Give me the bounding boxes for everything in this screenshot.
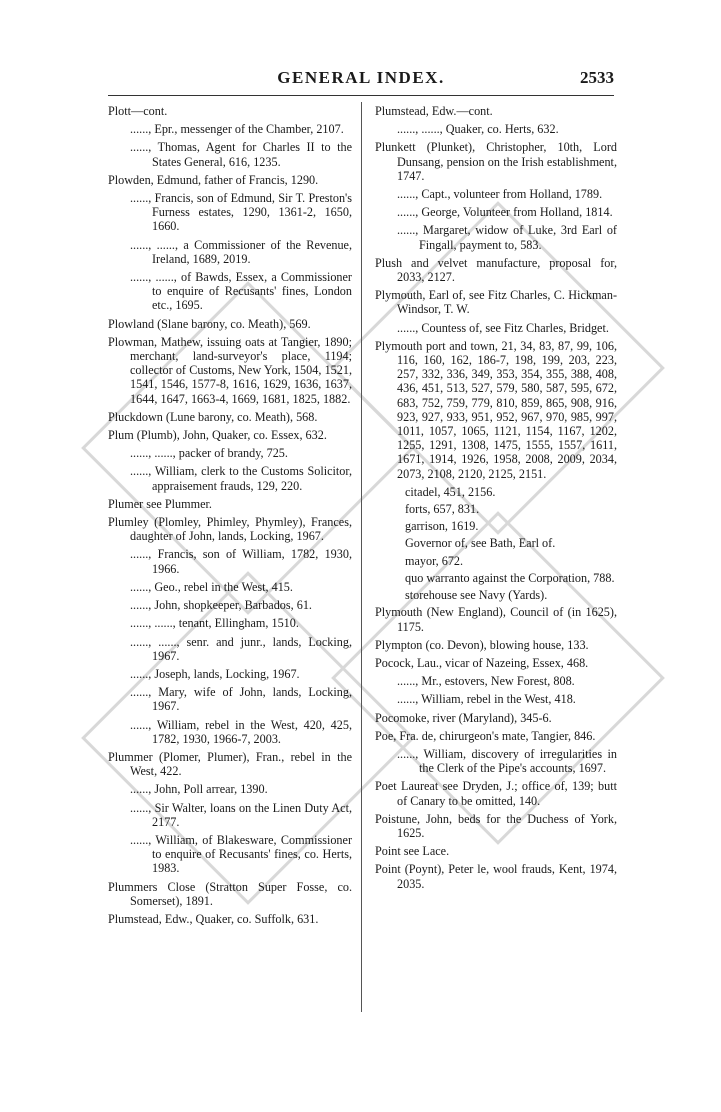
index-entry: forts, 657, 831. xyxy=(405,502,480,517)
index-entry: ......, Capt., volunteer from Holland, 1789. xyxy=(397,187,603,202)
index-entry: ......, John, Poll arrear, 1390. xyxy=(130,782,268,797)
index-entry: Plummers Close (Stratton Super Fosse, co. Somerset), 1891. xyxy=(108,879,352,908)
left-column xyxy=(108,104,352,930)
index-entry: ......, William, of Blakesware, Commissioner to enquire of Recusants' fines, co. Herts, 1983. xyxy=(130,832,352,876)
index-entry: Plymouth (New England), Council of (in 1625), 1175. xyxy=(375,605,617,634)
page-header xyxy=(108,68,614,96)
index-entry: ......, ......, of Bawds, Essex, a Commissioner to enquire of Recusants' fines, London etc., 1695. xyxy=(130,270,352,313)
index-entry: Plowden, Edmund, father of Francis, 1290. xyxy=(108,172,319,187)
index-entry: Plowland (Slane barony, co. Meath), 569. xyxy=(108,316,311,331)
index-entry: Plott—cont. xyxy=(108,104,168,118)
index-entry: Plush and velvet manufacture, proposal for, 2033, 2127. xyxy=(375,255,617,285)
index-entry: ......, George, Volunteer from Holland, 1814. xyxy=(397,205,613,220)
index-entry: citadel, 451, 2156. xyxy=(405,484,496,499)
index-entry: ......, Joseph, lands, Locking, 1967. xyxy=(130,666,300,681)
index-entry: ......, Margaret, widow of Luke, 3rd Earl of Fingall, payment to, 583. xyxy=(397,223,617,252)
index-entry: ......, Geo., rebel in the West, 415. xyxy=(130,579,293,594)
index-entry: ......, ......, tenant, Ellingham, 1510. xyxy=(130,616,299,631)
column-divider xyxy=(361,102,362,1012)
index-entry: garrison, 1619. xyxy=(405,519,479,534)
index-entry: ......, Sir Walter, loans on the Linen Duty Act, 2177. xyxy=(130,800,352,829)
index-entry: ......, ......, a Commissioner of the Revenue, Ireland, 1689, 2019. xyxy=(130,237,352,266)
index-entry: Poistune, John, beds for the Duchess of York, 1625. xyxy=(375,811,617,840)
index-entry: Governor of, see Bath, Earl of. xyxy=(405,536,556,551)
index-entry: ......, John, shopkeeper, Barbados, 61. xyxy=(130,598,312,613)
index-entry: ......, William, rebel in the West, 420, 425, 1782, 1930, 1966-7, 2003. xyxy=(130,717,352,746)
index-entry: Pocock, Lau., vicar of Nazeing, Essex, 468. xyxy=(375,655,589,670)
index-entry: ......, Francis, son of William, 1782, 1930, 1966. xyxy=(130,547,352,576)
index-entry: Plummer (Plomer, Plumer), Fran., rebel in the West, 422. xyxy=(108,749,352,779)
index-entry: Point see Lace. xyxy=(375,844,450,859)
index-entry: Plumstead, Edw., Quaker, co. Suffolk, 631. xyxy=(108,911,319,926)
index-entry: ......, Countess of, see Fitz Charles, Bridget. xyxy=(397,320,609,335)
page-number: 2533 xyxy=(580,68,614,87)
index-entry: ......, Thomas, Agent for Charles II to the States General, 616, 1235. xyxy=(130,140,352,169)
page-title: GENERAL INDEX. xyxy=(277,68,445,87)
index-entry: Pluckdown (Lune barony, co. Meath), 568. xyxy=(108,409,318,424)
index-entry: ......, Mr., estovers, New Forest, 808. xyxy=(397,674,575,689)
index-entry: Plymouth port and town, 21, 34, 83, 87, 99, 106, 116, 160, 162, 186-7, 198, 199, 203, 223, 257, 332, 336, 349, 353, 354, 355, 388, 408, 436, 451, 513, 527, 579, 580, 587, 595, 672, 683, 752, 759, 779, 810, 859, 865, 908, 916, 923, 927, 933, 951, 952, 967, 970, 985, 997, 1011, 1057, 1065, 1121, 1154, 1167, 1202, 1255, 1291, 1308, 1475, 1555, 1557, 1611, 1671, 1914, 1926, 1958, 2008, 2009, 2034, 2073, 2108, 2120, 2125, 2151. xyxy=(375,338,617,481)
index-entry: ......, ......, Quaker, co. Herts, 632. xyxy=(397,122,559,137)
index-entry: Plumley (Plomley, Phimley, Phymley), Frances, daughter of John, lands, Locking, 1967. xyxy=(108,515,352,544)
index-entry: storehouse see Navy (Yards). xyxy=(405,588,548,603)
index-entry: ......, William, rebel in the West, 418. xyxy=(397,692,576,707)
index-entry: ......, William, discovery of irregularities in the Clerk of the Pipe's accounts, 1697. xyxy=(397,746,617,776)
index-entry: Point (Poynt), Peter le, wool frauds, Kent, 1974, 2035. xyxy=(375,862,617,891)
index-entry: Plunkett (Plunket), Christopher, 10th, Lord Dunsang, pension on the Irish establishment, 1747. xyxy=(375,140,617,183)
index-entry: Plum (Plumb), John, Quaker, co. Essex, 632. xyxy=(108,428,327,443)
index-entry: quo warranto against the Corporation, 788. xyxy=(405,570,615,585)
index-entry: Plowman, Mathew, issuing oats at Tangier, 1890; merchant, land-surveyor's place, 1194; collector of Customs, New York, 1504, 1521, 1541, 1546, 1577-8, 1616, 1629, 1636, 1637, 1644, 1647, 1663-4, 1669, 1681, 1825, 1882. xyxy=(108,334,352,406)
index-entry: Plympton (co. Devon), blowing house, 133. xyxy=(375,637,589,652)
index-entry: mayor, 672. xyxy=(405,553,464,568)
index-entry: ......, Mary, wife of John, lands, Locking, 1967. xyxy=(130,685,352,714)
index-entry: Poe, Fra. de, chirurgeon's mate, Tangier, 846. xyxy=(375,728,596,743)
index-entry: ......, ......, senr. and junr., lands, Locking, 1967. xyxy=(130,634,352,663)
index-entry: Pocomoke, river (Maryland), 345-6. xyxy=(375,710,552,725)
index-entry: Poet Laureat see Dryden, J.; office of, 139; butt of Canary to be omitted, 140. xyxy=(375,779,617,808)
index-entry: ......, ......, packer of brandy, 725. xyxy=(130,446,288,461)
header-rule xyxy=(108,95,614,96)
index-entry: Plumer see Plummer. xyxy=(108,496,212,511)
index-entry: Plumstead, Edw.—cont. xyxy=(375,104,493,118)
index-entry: Plymouth, Earl of, see Fitz Charles, C. Hickman-Windsor, T. W. xyxy=(375,288,617,317)
index-entry: ......, William, clerk to the Customs Solicitor, appraisement frauds, 129, 220. xyxy=(130,464,352,493)
right-column xyxy=(375,104,617,895)
index-entry: ......, Francis, son of Edmund, Sir T. Preston's Furness estates, 1290, 1361-2, 1650, 1660. xyxy=(130,191,352,234)
index-entry: ......, Epr., messenger of the Chamber, 2107. xyxy=(130,122,344,137)
